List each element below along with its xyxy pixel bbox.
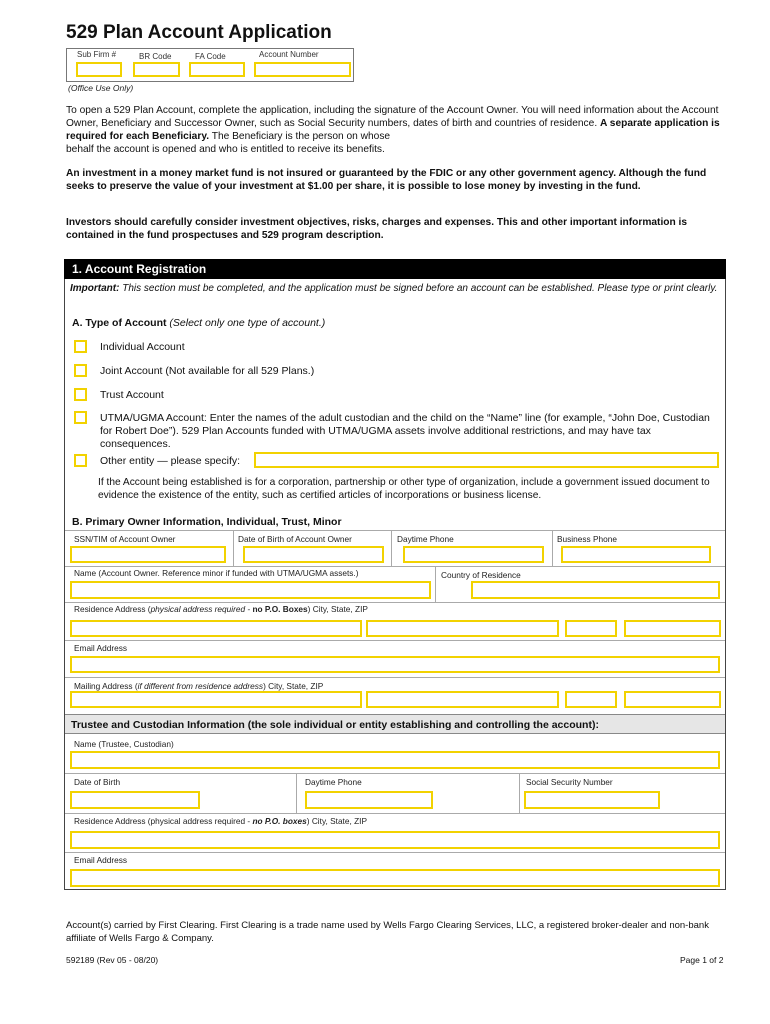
other-entity-checkbox[interactable]: [74, 454, 87, 467]
trustee-name-input[interactable]: [70, 751, 720, 769]
account-number-field[interactable]: [254, 62, 351, 77]
t-res-a: Residence Address (physical address required -: [74, 816, 253, 826]
intro-text-a: To open a 529 Plan Account, complete the application, including the signature of the Account Owner. You will need information about the Account Owner, Beneficiary and Successor Owner, such as Social Security numbers, dates of birth and countries of residence.: [66, 105, 719, 129]
mailing-city-input[interactable]: [366, 691, 559, 708]
trustee-name-label: Name (Trustee, Custodian): [74, 739, 174, 749]
residence-state-input[interactable]: [565, 620, 617, 637]
option-trust: Trust Account: [100, 389, 164, 401]
office-use-box: [66, 48, 354, 82]
trustee-ssn-input[interactable]: [524, 791, 660, 809]
res-addr-c: no P.O. Boxes: [252, 604, 308, 614]
mail-addr-c: ) City, State, ZIP: [263, 681, 324, 691]
mailing-street-input[interactable]: [70, 691, 362, 708]
footer-disclosure: Account(s) carried by First Clearing. First Clearing is a trade name used by Wells Fargo Clearing Services, LLC, a registered broker-dealer and non-bank affiliate of Wells Fargo & Company.: [66, 920, 709, 944]
option-other: Other entity — please specify:: [100, 455, 241, 467]
sub-firm-label: Sub Firm #: [77, 50, 117, 59]
section-header: 1. Account Registration: [64, 259, 726, 279]
trustee-ssn-label: Social Security Number: [526, 777, 613, 787]
br-code-label: BR Code: [139, 52, 172, 61]
primary-owner-heading: B. Primary Owner Information, Individual, Trust, Minor: [72, 516, 342, 528]
owner-name-input[interactable]: [70, 581, 431, 599]
type-of-account-heading: [72, 317, 325, 329]
option-individual: Individual Account: [100, 341, 185, 353]
trustee-phone-input[interactable]: [305, 791, 433, 809]
mailing-state-input[interactable]: [565, 691, 617, 708]
res-addr-b: physical address required -: [150, 604, 253, 614]
country-input[interactable]: [471, 581, 720, 599]
option-joint: Joint Account (Not available for all 529 Plans.): [100, 365, 315, 377]
trustee-phone-label: Daytime Phone: [305, 777, 362, 787]
sub-firm-field[interactable]: [76, 62, 122, 77]
fa-code-field[interactable]: [189, 62, 245, 77]
ssn-label: SSN/TIM of Account Owner: [74, 534, 176, 544]
trustee-residence-label: [74, 816, 367, 826]
form-number: 592189 (Rev 05 - 08/20): [66, 955, 159, 965]
important-note: [70, 283, 722, 295]
res-addr-a: Residence Address (: [74, 604, 151, 614]
mail-addr-a: Mailing Address (: [74, 681, 138, 691]
trustee-dob-label: Date of Birth: [74, 777, 121, 787]
important-label: Important:: [70, 283, 120, 294]
trust-account-checkbox[interactable]: [74, 388, 87, 401]
intro-text-b: A separate application is required for each Beneficiary.: [66, 118, 720, 142]
business-phone-label: Business Phone: [557, 534, 617, 544]
investor-disclaimer: Investors should carefully consider investment objectives, risks, charges and expenses. This and other important information is contained in the fund prospectuses and 529 program description.: [66, 217, 688, 241]
type-note: (Select only one type of account.): [169, 317, 326, 329]
email-label: Email Address: [74, 643, 128, 653]
residence-address-label: [74, 604, 368, 614]
res-addr-d: ) City, State, ZIP: [307, 604, 368, 614]
page-number: Page 1 of 2: [680, 955, 724, 965]
residence-zip-input[interactable]: [624, 620, 721, 637]
ssn-input[interactable]: [70, 546, 226, 563]
type-title: A. Type of Account: [72, 317, 167, 329]
mailing-zip-input[interactable]: [624, 691, 721, 708]
residence-city-input[interactable]: [366, 620, 559, 637]
page-title: 529 Plan Account Application: [66, 22, 332, 43]
residence-street-input[interactable]: [70, 620, 362, 637]
dob-label: Date of Birth of Account Owner: [238, 534, 352, 544]
other-entity-note: If the Account being established is for a corporation, partnership or other type of organization, include a government issued document to evidence the existence of the entity, such as certified articles of incorporations or business license.: [98, 477, 710, 501]
option-utma: UTMA/UGMA Account: Enter the names of the adult custodian and the child on the “Name” line (for example, “John Doe, Custodian for Robert Doe”). 529 Plan Accounts funded with UTMA/UGMA assets involve additional restrictions, and may have tax consequences.: [100, 412, 710, 450]
country-label: Country of Residence: [441, 570, 521, 580]
t-res-b: no P.O. boxes: [252, 816, 307, 826]
utma-ugma-checkbox[interactable]: [74, 411, 87, 424]
money-market-disclaimer: An investment in a money market fund is not insured or guaranteed by the FDIC or any other government agency. Although the fund seeks to preserve the value of your investment at $1.00 per share, it is possible to lose money by investing in the fund.: [66, 168, 707, 192]
business-phone-input[interactable]: [561, 546, 711, 563]
br-code-field[interactable]: [133, 62, 180, 77]
intro-paragraph: [66, 104, 728, 156]
individual-account-checkbox[interactable]: [74, 340, 87, 353]
t-res-c: ) City, State, ZIP: [306, 816, 367, 826]
fa-code-label: FA Code: [195, 52, 226, 61]
trustee-residence-input[interactable]: [70, 831, 720, 849]
dob-input[interactable]: [243, 546, 384, 563]
joint-account-checkbox[interactable]: [74, 364, 87, 377]
intro-text-d: behalf the account is opened and who is entitled to receive its benefits.: [66, 144, 385, 155]
mail-addr-b: if different from residence address: [137, 681, 264, 691]
owner-name-label: Name (Account Owner. Reference minor if funded with UTMA/UGMA assets.): [74, 568, 359, 578]
daytime-phone-input[interactable]: [403, 546, 544, 563]
daytime-phone-label: Daytime Phone: [397, 534, 454, 544]
account-number-label: Account Number: [259, 50, 319, 59]
trustee-email-input[interactable]: [70, 869, 720, 887]
intro-text-c: The Beneficiary is the person on whose: [211, 131, 391, 142]
trustee-dob-input[interactable]: [70, 791, 200, 809]
office-use-note: (Office Use Only): [68, 83, 134, 93]
other-entity-input[interactable]: [254, 452, 719, 468]
trustee-email-label: Email Address: [74, 855, 128, 865]
mailing-address-label: [74, 681, 323, 691]
trustee-section-header: Trustee and Custodian Information (the sole individual or entity establishing and controlling the account):: [65, 714, 725, 734]
important-text: This section must be completed, and the application must be signed before an account can be established. Please type or print clearly.: [119, 283, 718, 294]
email-input[interactable]: [70, 656, 720, 673]
